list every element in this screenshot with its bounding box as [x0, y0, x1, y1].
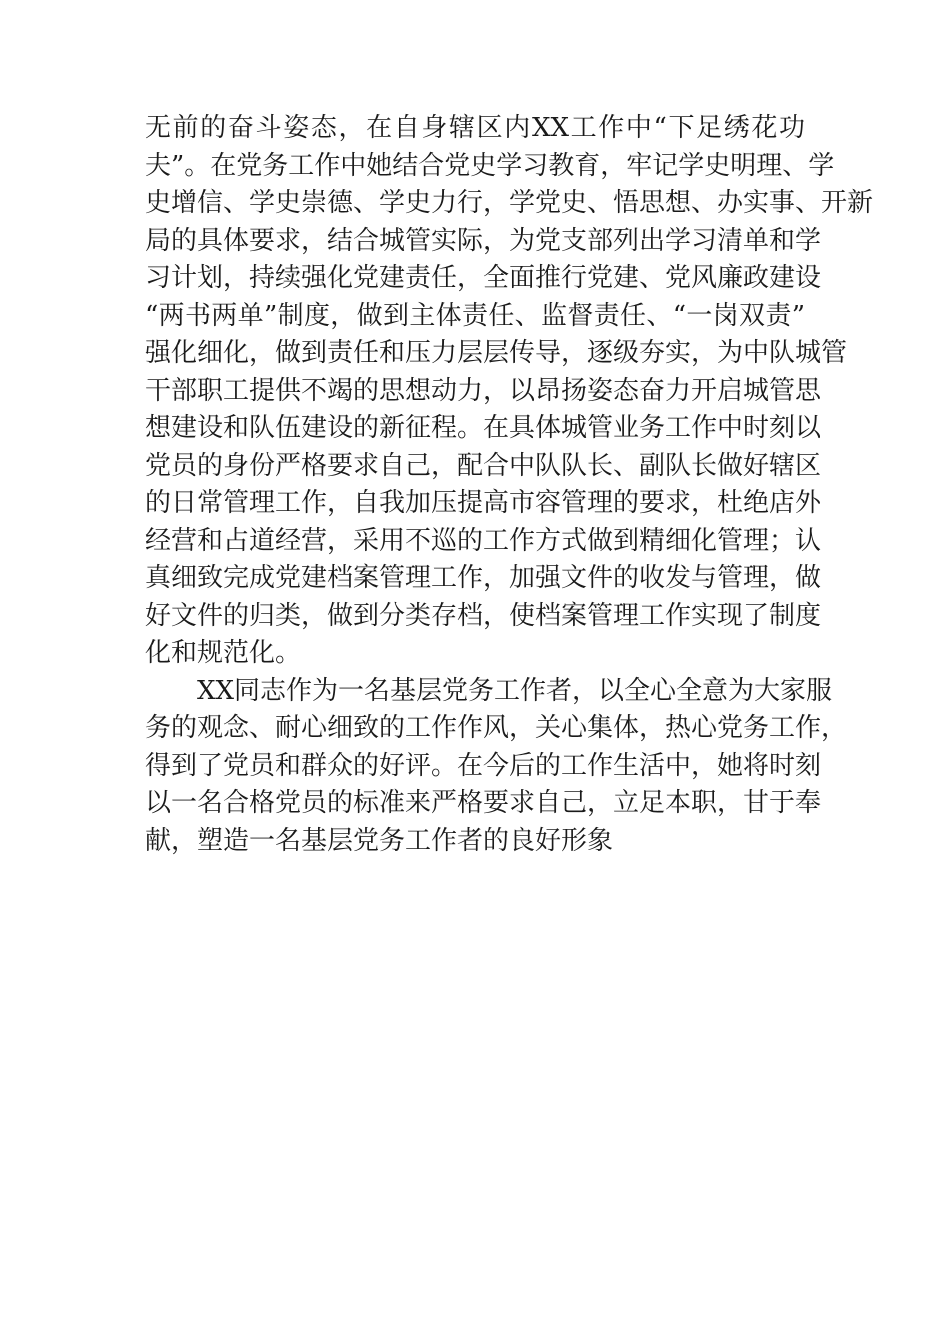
text-line: 强化细化，做到责任和压力层层传导，逐级夯实，为中队城管 [145, 338, 848, 368]
text-line: 务的观念、耐心细致的工作作风，关心集体，热心党务工作， [145, 713, 848, 743]
text-line: 习计划，持续强化党建责任，全面推行党建、党风廉政建设 [145, 263, 822, 293]
text-line: 得到了党员和群众的好评。在今后的工作生活中，她将时刻 [145, 750, 822, 781]
text-line: 真细致完成党建档案管理工作，加强文件的收发与管理，做 [145, 563, 822, 593]
text-line: 化和规范化。 [145, 638, 302, 668]
text-line: XX同志作为一名基层党务工作者，以全心全意为大家服 [197, 675, 833, 706]
document-body [145, 110, 874, 860]
text-line: 干部职工提供不竭的思想动力，以昂扬姿态奋力开启城管思 [145, 375, 822, 406]
text-line: 以一名合格党员的标准来严格要求自己，立足本职，甘于奉 [145, 788, 822, 818]
text-line: 无前的奋斗姿态，在自身辖区内XX工作中“下足绣花功 [145, 113, 805, 143]
text-line: 好文件的归类，做到分类存档，使档案管理工作实现了制度 [145, 600, 822, 631]
text-line: 史增信、学史崇德、学史力行，学党史、悟思想、办实事、开新 [145, 188, 874, 218]
paragraph-2 [145, 673, 848, 861]
text-line: 经营和占道经营，采用不巡的工作方式做到精细化管理；认 [145, 525, 822, 556]
text-line: “两书两单”制度，做到主体责任、监督责任、“一岗双责” [145, 300, 805, 331]
text-line: 想建设和队伍建设的新征程。在具体城管业务工作中时刻以 [145, 413, 822, 443]
text-line: 局的具体要求，结合城管实际，为党支部列出学习清单和学 [145, 225, 822, 256]
text-line: 夫”。在党务工作中她结合党史学习教育，牢记学史明理、学 [145, 150, 835, 181]
text-line: 党员的身份严格要求自己，配合中队队长、副队长做好辖区 [145, 450, 822, 481]
paragraph-1 [145, 110, 874, 673]
text-line: 的日常管理工作，自我加压提高市容管理的要求，杜绝店外 [145, 488, 822, 518]
text-line: 献，塑造一名基层党务工作者的良好形象 [145, 825, 614, 856]
